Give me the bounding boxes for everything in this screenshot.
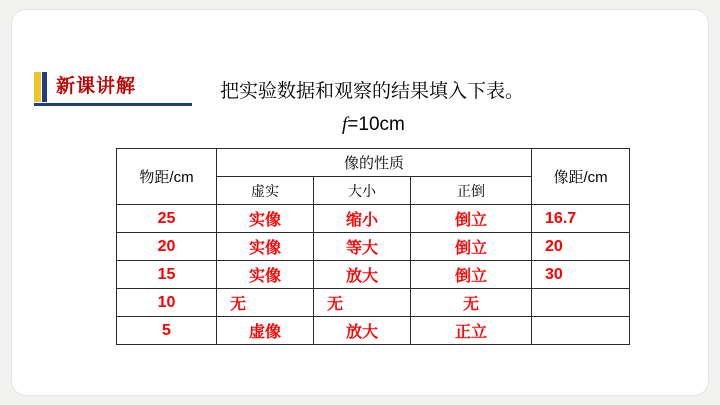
slide-canvas: [12, 10, 708, 395]
cell-orientation: 正立: [411, 317, 532, 345]
cell-image-distance: [532, 317, 630, 345]
header-image-distance: 像距/cm: [532, 149, 630, 205]
header-object-distance: 物距/cm: [117, 149, 217, 205]
cell-image-distance: 20: [532, 233, 630, 261]
cell-virtual-real: 实像: [217, 205, 314, 233]
cell-image-distance: 30: [532, 261, 630, 289]
section-title: 新课讲解: [56, 76, 137, 97]
cell-object-distance: 20: [117, 233, 217, 261]
instruction-text: 把实验数据和观察的结果填入下表。: [220, 81, 525, 102]
table-row: [117, 205, 630, 233]
section-header: [34, 72, 136, 102]
cell-orientation: 倒立: [411, 233, 532, 261]
table-header-row: [117, 149, 630, 177]
section-accent-bar-yellow: [34, 72, 41, 102]
cell-virtual-real: 无: [217, 289, 314, 317]
subheader-orientation: 正倒: [411, 177, 532, 205]
cell-orientation: 无: [411, 289, 532, 317]
cell-virtual-real: 虚像: [217, 317, 314, 345]
table-row: [117, 261, 630, 289]
cell-orientation: 倒立: [411, 205, 532, 233]
subheader-virtual-real: 虚实: [217, 177, 314, 205]
cell-object-distance: 25: [117, 205, 217, 233]
cell-object-distance: 5: [117, 317, 217, 345]
experiment-data-table: [116, 148, 630, 345]
cell-size: 放大: [314, 261, 411, 289]
cell-image-distance: [532, 289, 630, 317]
table-row: [117, 317, 630, 345]
subheader-size: 大小: [314, 177, 411, 205]
header-image-properties: 像的性质: [217, 149, 532, 177]
table-row: [117, 233, 630, 261]
cell-size: 放大: [314, 317, 411, 345]
focal-length-value: =10cm: [347, 114, 405, 135]
cell-virtual-real: 实像: [217, 261, 314, 289]
cell-object-distance: 10: [117, 289, 217, 317]
focal-length-note: [342, 114, 405, 136]
cell-image-distance: 16.7: [532, 205, 630, 233]
section-title-underline: [34, 103, 192, 106]
cell-orientation: 倒立: [411, 261, 532, 289]
cell-size: 等大: [314, 233, 411, 261]
cell-virtual-real: 实像: [217, 233, 314, 261]
cell-size: 缩小: [314, 205, 411, 233]
focal-length-symbol: f: [342, 114, 348, 135]
cell-size: 无: [314, 289, 411, 317]
table-row: [117, 289, 630, 317]
cell-object-distance: 15: [117, 261, 217, 289]
